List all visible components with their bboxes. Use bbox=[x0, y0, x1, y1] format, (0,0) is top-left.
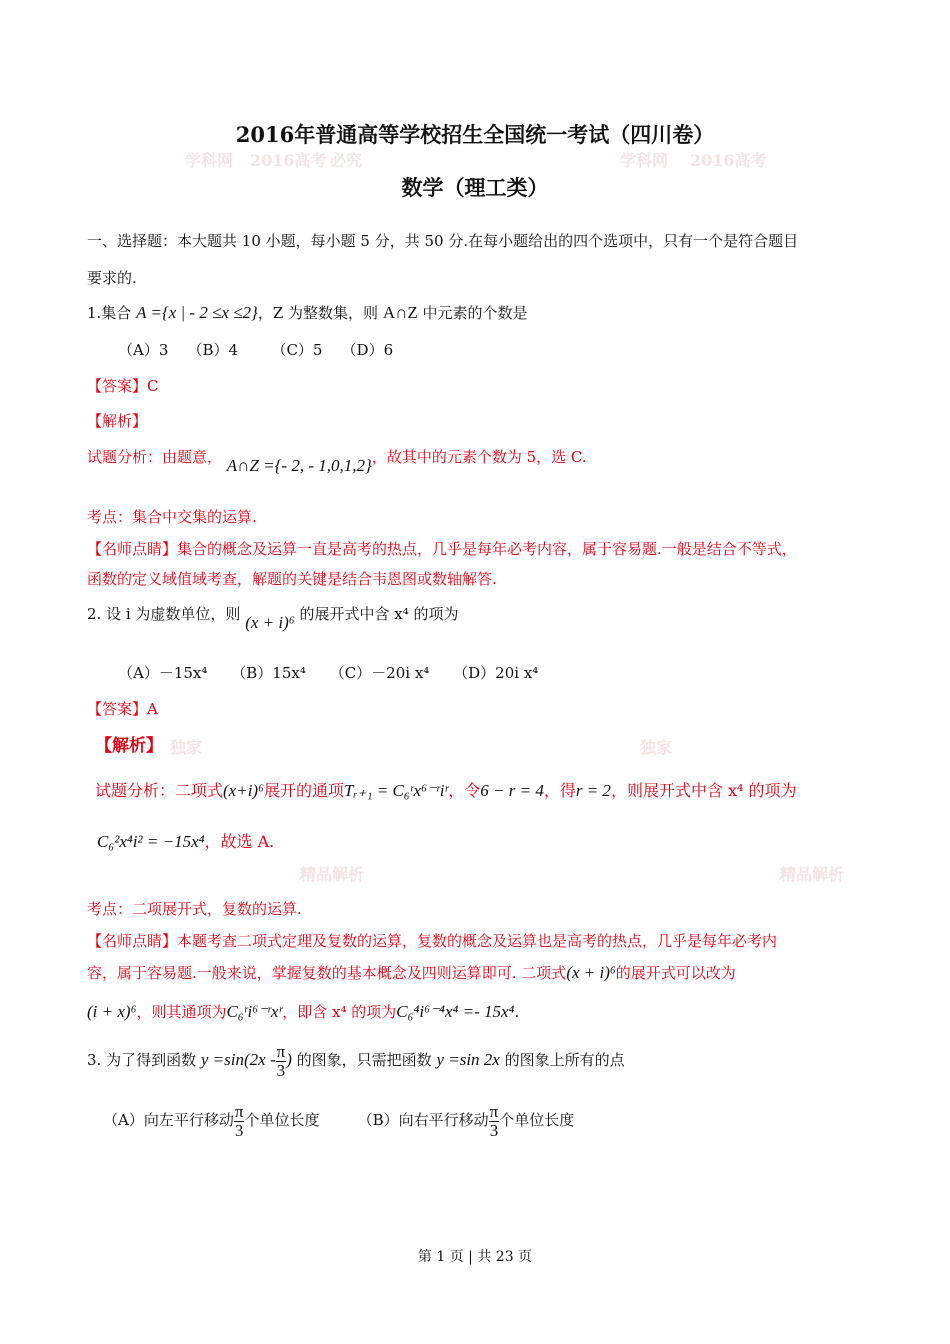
q2-option-d: （D）20i x⁴ bbox=[453, 664, 539, 682]
q1-analysis-math: A∩Z ={- 2, - 1,0,1,2} bbox=[226, 456, 372, 475]
math: y =sin 2x bbox=[436, 1050, 500, 1069]
denominator: 3 bbox=[276, 1060, 286, 1080]
watermark: 2016高考 bbox=[250, 151, 327, 170]
question-3 bbox=[87, 1042, 625, 1080]
numerator: π bbox=[489, 1101, 499, 1121]
watermark: 必究 bbox=[330, 151, 363, 170]
q1-option-d: （D）6 bbox=[341, 341, 394, 359]
numerator: π bbox=[276, 1041, 286, 1061]
math: r = 2 bbox=[575, 781, 611, 800]
text: 容，属于容易题.一般来说，掌握复数的基本概念及四则运算即可. 二项式 bbox=[87, 964, 567, 982]
watermark: 精品解析 bbox=[300, 865, 365, 884]
q1-option-a: （A）3 bbox=[118, 341, 169, 359]
q1-answer: 【答案】C bbox=[87, 377, 159, 395]
math: (x+i)⁶ bbox=[223, 781, 264, 800]
q2-suffix: 的展开式中含 x⁴ 的项为 bbox=[299, 605, 459, 623]
page-title: 2016年普通高等学校招生全国统一考试（四川卷） bbox=[235, 122, 715, 147]
q2-tip-line3 bbox=[87, 1002, 519, 1022]
text: ，得 bbox=[543, 781, 576, 800]
page-footer: 第 1 页 | 共 23 页 bbox=[417, 1249, 533, 1265]
math: C₆⁴i⁶⁻⁴x⁴ =- 15x⁴ bbox=[396, 1002, 515, 1021]
q2-prefix: 2. 设 i 为虚数单位，则 bbox=[87, 605, 241, 623]
q1-inter-math: A∩Z bbox=[382, 303, 418, 322]
q2-option-a: （A）－15x⁴ bbox=[118, 664, 208, 682]
q2-expr-math: (x + i)⁶ bbox=[245, 613, 295, 632]
q1-tip-line2: 函数的定义域值域考查，解题的关键是结合韦恩图或数轴解答. bbox=[87, 570, 497, 588]
question-1 bbox=[87, 303, 528, 323]
text: ，即含 x⁴ 的项为 bbox=[282, 1003, 397, 1021]
q2-option-b: （B）15x⁴ bbox=[231, 664, 306, 682]
text: ，故选 A. bbox=[204, 832, 275, 851]
q1-kaodian: 考点：集合中交集的运算. bbox=[87, 508, 257, 526]
math: (i + x)⁶ bbox=[87, 1002, 137, 1021]
q1-mid: ，Z 为整数集，则 bbox=[257, 304, 379, 322]
math: y =sin(2x - bbox=[200, 1050, 276, 1069]
q2-analysis-line1 bbox=[95, 781, 797, 801]
q1-options bbox=[118, 340, 393, 360]
math: Tᵣ₊₁ = C₆ʳx⁶⁻ʳiʳ bbox=[344, 781, 449, 800]
watermark: 精品解析 bbox=[780, 865, 845, 884]
q1-analysis-label: 【解析】 bbox=[87, 412, 148, 430]
denominator: 3 bbox=[234, 1120, 244, 1140]
watermark: 学科网 bbox=[185, 151, 234, 170]
fraction-pi-over-3 bbox=[234, 1103, 245, 1140]
math: C₆ʳi⁶⁻ʳxʳ bbox=[226, 1002, 283, 1021]
fraction-pi-over-3 bbox=[489, 1103, 500, 1140]
text: ，则其通项为 bbox=[136, 1003, 227, 1021]
q3-option-a: （A）向左平行移动 bbox=[103, 1111, 234, 1129]
text: 的展开式可以改为 bbox=[615, 964, 736, 982]
text: 试题分析：二项式 bbox=[95, 781, 224, 800]
q3-option-a-tail: 个单位长度 bbox=[244, 1111, 320, 1129]
watermark: 2016高考 bbox=[690, 151, 767, 170]
q2-tip-line2 bbox=[87, 963, 736, 983]
q3-suffix: 的图象上所有的点 bbox=[504, 1051, 625, 1069]
q2-options bbox=[118, 663, 538, 683]
q1-tip-line1: 【名师点睛】集合的概念及运算一直是高考的热点，几乎是每年必考内容，属于容易题.一般是结合不等式， bbox=[87, 540, 797, 558]
q2-answer: 【答案】A bbox=[87, 700, 158, 718]
section-heading-cont: 要求的. bbox=[87, 269, 137, 287]
q1-analysis-suffix: ，故其中的元素个数为 5，选 C. bbox=[371, 448, 587, 466]
text: ，则展开式中含 x⁴ 的项为 bbox=[610, 781, 797, 800]
q2-analysis-label: 【解析】 bbox=[95, 736, 163, 756]
q1-suffix: 中元素的个数是 bbox=[422, 304, 528, 322]
q1-analysis bbox=[87, 447, 587, 475]
text: ，令 bbox=[448, 781, 481, 800]
numerator: π bbox=[234, 1101, 244, 1121]
section-heading: 一、选择题：本大题共 10 小题，每小题 5 分，共 50 分.在每小题给出的四个选项中，只有一个是符合题目 bbox=[87, 232, 799, 250]
q2-kaodian: 考点：二项展开式，复数的运算. bbox=[87, 900, 302, 918]
q3-option-b: （B）向右平行移动 bbox=[357, 1111, 489, 1129]
text: . bbox=[514, 1003, 520, 1021]
q3-mid: 的图象，只需把函数 bbox=[296, 1051, 432, 1069]
q3-option-b-tail: 个单位长度 bbox=[499, 1111, 575, 1129]
q2-analysis-line2 bbox=[97, 832, 274, 852]
q1-prefix: 1.集合 bbox=[87, 304, 132, 322]
q2-tip-line1: 【名师点睛】本题考查二项式定理及复数的运算，复数的概念及运算也是高考的热点，几乎是每年必考内 bbox=[87, 932, 778, 950]
q2-option-c: （C）－20i x⁴ bbox=[329, 664, 430, 682]
denominator: 3 bbox=[489, 1120, 499, 1140]
math: 6 − r = 4 bbox=[480, 781, 544, 800]
q1-analysis-text: 试题分析：由题意， bbox=[87, 448, 223, 466]
watermark: 独家 bbox=[640, 738, 673, 757]
math: ) bbox=[286, 1050, 292, 1069]
q3-options bbox=[103, 1102, 574, 1140]
text: 展开的通项 bbox=[264, 781, 345, 800]
watermark: 独家 bbox=[170, 738, 203, 757]
q1-set-math: A ={x | - 2 ≤x ≤2} bbox=[136, 303, 258, 322]
fraction-pi-over-3 bbox=[276, 1043, 287, 1080]
math: C₆²x⁴i² = −15x⁴ bbox=[97, 832, 205, 851]
math: (x + i)⁶ bbox=[566, 963, 616, 982]
question-2 bbox=[87, 604, 459, 632]
watermark: 学科网 bbox=[620, 151, 669, 170]
q3-prefix: 3. 为了得到函数 bbox=[87, 1051, 197, 1069]
q1-option-c: （C）5 bbox=[271, 341, 323, 359]
q1-option-b: （B）4 bbox=[187, 341, 239, 359]
page-subtitle: 数学（理工类） bbox=[401, 175, 549, 200]
